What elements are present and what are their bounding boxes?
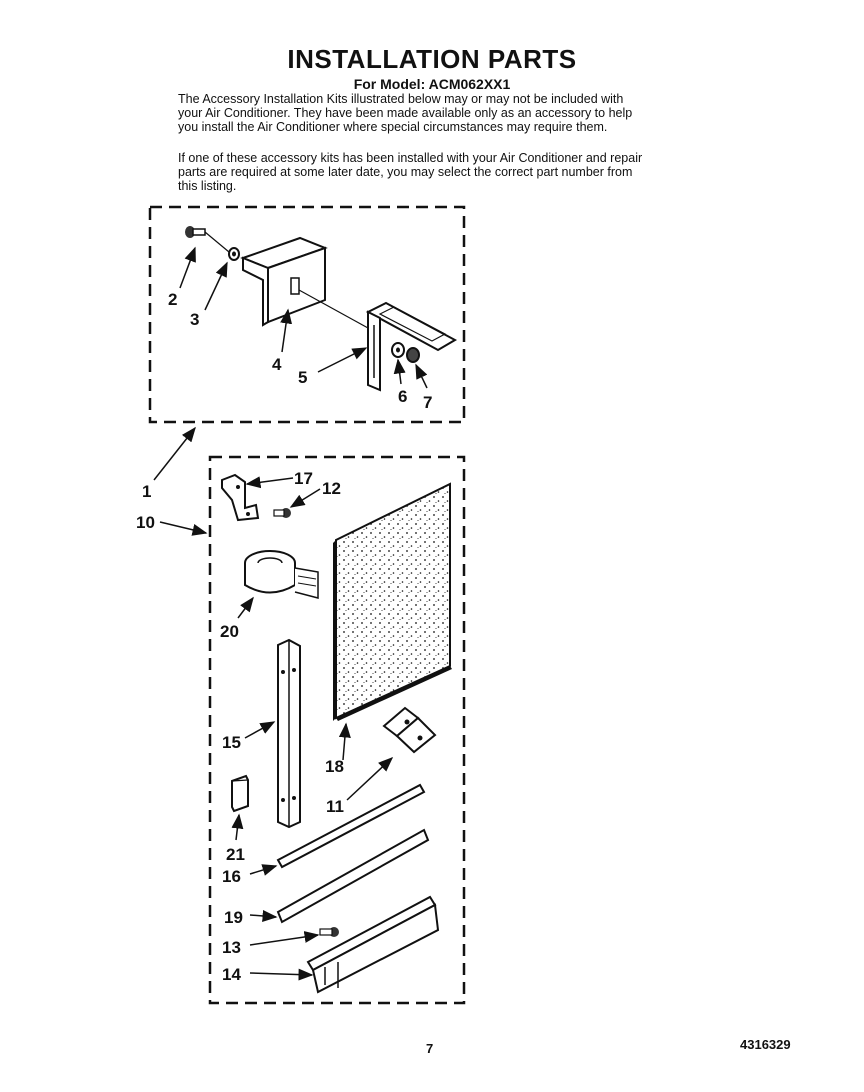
callout-10: 10 — [136, 513, 155, 532]
bracket-part-5 — [368, 303, 455, 390]
callout-18: 18 — [325, 757, 344, 776]
washer-part-6 — [392, 343, 404, 357]
callout-5: 5 — [298, 368, 308, 387]
document-number: 4316329 — [740, 1037, 791, 1052]
bracket-part-17 — [222, 475, 258, 520]
foam-panel-part-18 — [333, 484, 452, 721]
callout-15: 15 — [222, 733, 241, 752]
tape-roll-part-20 — [245, 551, 318, 598]
channel-part-15 — [278, 640, 300, 827]
cover-part-4 — [243, 238, 325, 325]
callout-6: 6 — [398, 387, 408, 406]
callout-17: 17 — [294, 469, 313, 488]
callout-13: 13 — [222, 938, 241, 957]
sill-channel-part-14 — [308, 897, 438, 992]
callout-12: 12 — [322, 479, 341, 498]
screw-part-13 — [320, 927, 339, 937]
nut-part-7 — [407, 348, 419, 362]
callout-19: 19 — [224, 908, 243, 927]
callout-1: 1 — [142, 482, 152, 501]
callout-11: 11 — [326, 797, 344, 816]
bracket-part-11 — [384, 708, 435, 752]
block-part-21 — [232, 776, 248, 811]
callout-14: 14 — [222, 965, 241, 984]
page-number: 7 — [426, 1041, 434, 1056]
intro-paragraph-2: If one of these accessory kits has been installed with your Air Conditioner and repair parts are required at some later date, you may select the correct part number from this listing. — [178, 151, 643, 193]
callout-3: 3 — [190, 310, 200, 329]
callout-7: 7 — [423, 393, 433, 412]
washer-part-3 — [229, 248, 239, 260]
model-line: For Model: ACM062XX1 — [353, 76, 511, 92]
page-title: INSTALLATION PARTS — [287, 44, 577, 74]
intro-paragraph-1: The Accessory Installation Kits illustrated below may or may not be included with your Air Conditioner. They have been made available only as an accessory to help you install the Air Conditioner where special circumstances may require them. — [178, 92, 633, 134]
callout-21: 21 — [226, 845, 245, 864]
callout-16: 16 — [222, 867, 241, 886]
callout-2: 2 — [168, 290, 178, 309]
callout-4: 4 — [272, 355, 282, 374]
screw-part-2 — [185, 226, 205, 238]
screw-part-12 — [274, 508, 291, 518]
callout-20: 20 — [220, 622, 239, 641]
strip-part-19 — [278, 830, 428, 922]
